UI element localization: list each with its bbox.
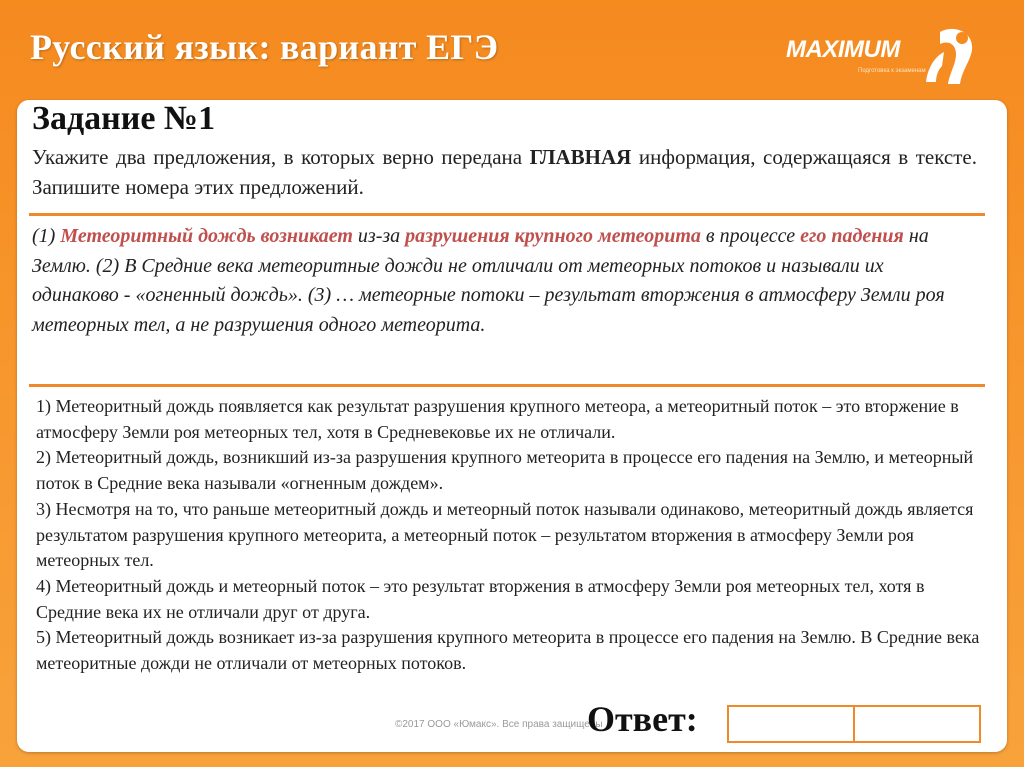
source-text-part: (1) [32,225,61,247]
source-text-part: из-за [352,225,406,247]
source-text [32,222,957,340]
option-1: 1) Метеоритный дождь появляется как результат разрушения крупного метеора, а метеоритный поток – это вторжение в атмосферу Земли роя метеорных тел, хотя в Средневековье их не отличали. [36,396,959,442]
logo-text: MAXIMUM [786,36,900,63]
source-text-part: в процессе [700,225,801,247]
source-highlight: его падения [800,225,904,247]
instruction-text-start: Укажите два предложения, в которых верно передана [32,145,530,169]
source-highlight: Метеоритный дождь возникает [60,225,353,247]
option-3: 3) Несмотря на то, что раньше метеоритный дождь и метеорный поток называли одинаково, метеоритный дождь является результатом разрушения крупного метеорита, а метеорный поток – результатом вторжения в атмосферу Земли роя метеорных тел. [36,498,974,571]
answer-field-1[interactable] [727,705,855,743]
task-instruction [32,142,977,202]
slide-title: Русский язык: вариант ЕГЭ [30,27,499,67]
maximum-logo [786,24,976,88]
logo-figure-icon [918,26,976,86]
instruction-emphasis: ГЛАВНАЯ [529,145,632,169]
copyright: ©2017 ООО «Юмакс». Все права защищены [395,719,603,730]
divider-top [29,213,985,216]
source-highlight: разрушения крупного метеорита [405,225,701,247]
task-title: Задание №1 [32,100,216,137]
answer-label: Ответ: [587,699,698,739]
answer-field-2[interactable] [853,705,981,743]
answer-options [36,394,986,677]
task-card [17,100,1007,752]
instruction-text-end: информация, содержащаяся в тексте. Запишите номера этих предложений. [32,145,977,199]
option-4: 4) Метеоритный дождь и метеорный поток – это результат вторжения в атмосферу Земли роя метеорных тел, хотя в Средние века их не отличали друг от друга. [36,575,925,622]
logo-subtitle: Подготовка к экзаменам [858,68,926,74]
option-2: 2) Метеоритный дождь, возникший из-за разрушения крупного метеорита в процессе его падения на Землю, и метеорный поток в Средние века называли «огненным дождем». [36,447,974,494]
option-5: 5) Метеоритный дождь возникает из-за разрушения крупного метеорита в процессе его падения на Землю. В Средние века метеоритные дожди не отличали от метеорных потоков. [36,627,980,674]
divider-bottom [29,384,985,387]
source-text-part: на Землю. (2) В Средние века метеоритные дожди не отличали от метеорных потоков и называли их одинаково - «огненный дождь». (3) … метеорные потоки – результат вторжения в атмосферу Земли роя метеорных тел, а не разрушения одного метеорита. [32,225,945,336]
